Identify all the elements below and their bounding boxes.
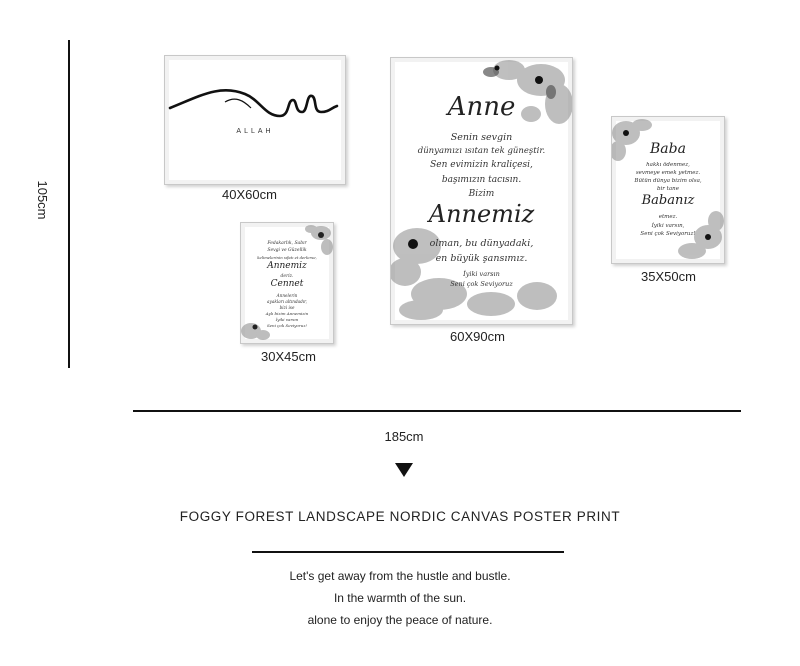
- poster-35x50-line-4: bir tane: [657, 186, 679, 192]
- poster-30x45-line-3: kelimelerinin sıfatı et derlerse,: [257, 255, 317, 260]
- height-dimension-label: 105cm: [35, 180, 50, 220]
- poster-60x90-footer-1: İyiki varsın: [463, 270, 500, 278]
- height-dimension-line: [68, 40, 70, 368]
- poster-60x90-line-1: Senin sevgin: [450, 132, 513, 143]
- poster-35x50-line-7: Seni çok Seviyoruz!: [640, 231, 696, 237]
- poster-60x90-line-3: Sen evimizin kraliçesi,: [430, 160, 533, 170]
- tagline-line-3: alone to enjoy the peace of nature.: [307, 613, 493, 627]
- poster-30x45-mid: deriz.: [280, 274, 294, 279]
- product-headline: FOGGY FOREST LANDSCAPE NORDIC CANVAS POSTER PRINT: [179, 509, 621, 524]
- size-label-35x50: 35X50cm: [641, 269, 696, 284]
- poster-30x45-line-4: Annelerin: [276, 293, 298, 298]
- poster-35x50-line-6: İyiki varsın,: [651, 223, 685, 229]
- poster-60x90: [390, 57, 573, 325]
- tagline-line-1: Let's get away from the hustle and bustle.: [289, 569, 511, 583]
- poster-35x50-line-1: hakkı ödenmez,: [646, 162, 690, 168]
- poster-35x50-title: Baba: [650, 141, 686, 157]
- down-arrow-icon: [395, 463, 413, 477]
- poster-35x50-line-5: etmez.: [658, 214, 678, 220]
- poster-30x45-line-5: ayakları altındadır,: [266, 299, 308, 304]
- poster-60x90-name: Annemiz: [428, 200, 535, 228]
- poster-30x45-footer-1: Aylı bizim Annemizin: [265, 311, 309, 316]
- poster-35x50-line-2: sevmeye emek yetmez.: [635, 170, 701, 176]
- poster-30x45-line-6: bizi ise: [279, 305, 295, 310]
- poster-60x90-footer-2: Seni çok Seviyoruz: [450, 280, 513, 288]
- calligraphy-art: [165, 56, 345, 184]
- headline-divider: [252, 551, 564, 553]
- width-dimension-label: 185cm: [384, 429, 424, 444]
- poster-35x50-name: Babanız: [641, 193, 695, 208]
- poster-40x60: [164, 55, 346, 185]
- poster-30x45-line-2: Sevgi ve Güzellik: [267, 248, 307, 253]
- poster-60x90-line-5: Bizim: [468, 189, 495, 199]
- poster-60x90-line-7: en büyük şansımız.: [435, 253, 528, 264]
- size-label-40x60: 40X60cm: [222, 187, 277, 202]
- poster-30x45-name: Annemiz: [267, 261, 307, 271]
- poster-60x90-line-2: dünyamızı ısıtan tek güneştir.: [417, 146, 546, 156]
- poster-60x90-line-4: başımızın tacısın.: [441, 175, 522, 185]
- size-label-30x45: 30X45cm: [261, 349, 316, 364]
- calligraphy-caption: ALLAH: [236, 128, 274, 135]
- size-label-60x90: 60X90cm: [450, 329, 505, 344]
- poster-60x90-line-6: olman, bu dünyadaki,: [429, 238, 534, 249]
- poster-30x45-name2: Cennet: [270, 279, 304, 289]
- poster-30x45-footer-3: Seni çok Seviyoruz!: [266, 323, 308, 328]
- poster-35x50-line-3: Bütün dünya bizim olsa,: [634, 178, 702, 184]
- width-dimension-line: [133, 410, 741, 412]
- poster-30x45-footer-2: İyiki varsın: [275, 317, 299, 322]
- poster-35x50: [611, 116, 725, 264]
- poster-30x45: [240, 222, 334, 344]
- poster-60x90-title: Anne: [447, 92, 516, 122]
- tagline-line-2: In the warmth of the sun.: [333, 591, 467, 605]
- poster-30x45-line-1: Fedakarlık, Sabır: [267, 241, 307, 246]
